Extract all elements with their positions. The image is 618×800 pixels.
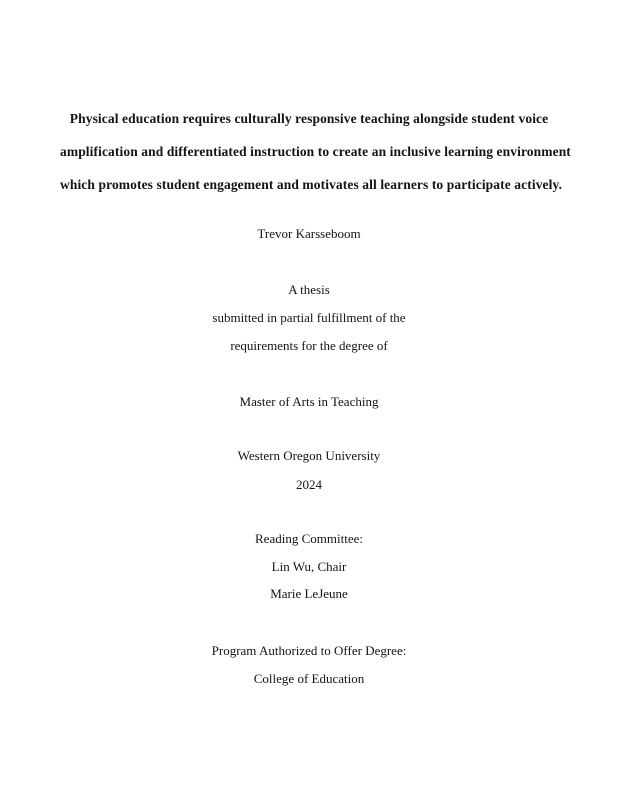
thesis-title-line-2: amplification and differentiated instruction to create an inclusive learning environment (60, 144, 571, 159)
author-name: Trevor Karsseboom (257, 226, 361, 241)
thesis-title-line-3: which promotes student engagement and motivates all learners to participate actively. (60, 177, 563, 192)
institution-name: Western Oregon University (237, 448, 381, 463)
program-authorized-heading: Program Authorized to Offer Degree: (211, 643, 407, 658)
degree-name: Master of Arts in Teaching (239, 394, 379, 409)
committee-member-chair: Lin Wu, Chair (271, 559, 347, 574)
thesis-title-line-1: Physical education requires culturally responsive teaching alongside student voice (69, 111, 549, 126)
committee-member-2: Marie LeJeune (270, 586, 348, 601)
year: 2024 (296, 477, 322, 492)
thesis-statement-line-1: A thesis (288, 282, 330, 297)
thesis-statement-line-2: submitted in partial fulfillment of the (212, 310, 406, 325)
reading-committee-heading: Reading Committee: (255, 531, 363, 546)
thesis-statement-line-3: requirements for the degree of (230, 338, 388, 353)
program-name: College of Education (253, 671, 365, 686)
